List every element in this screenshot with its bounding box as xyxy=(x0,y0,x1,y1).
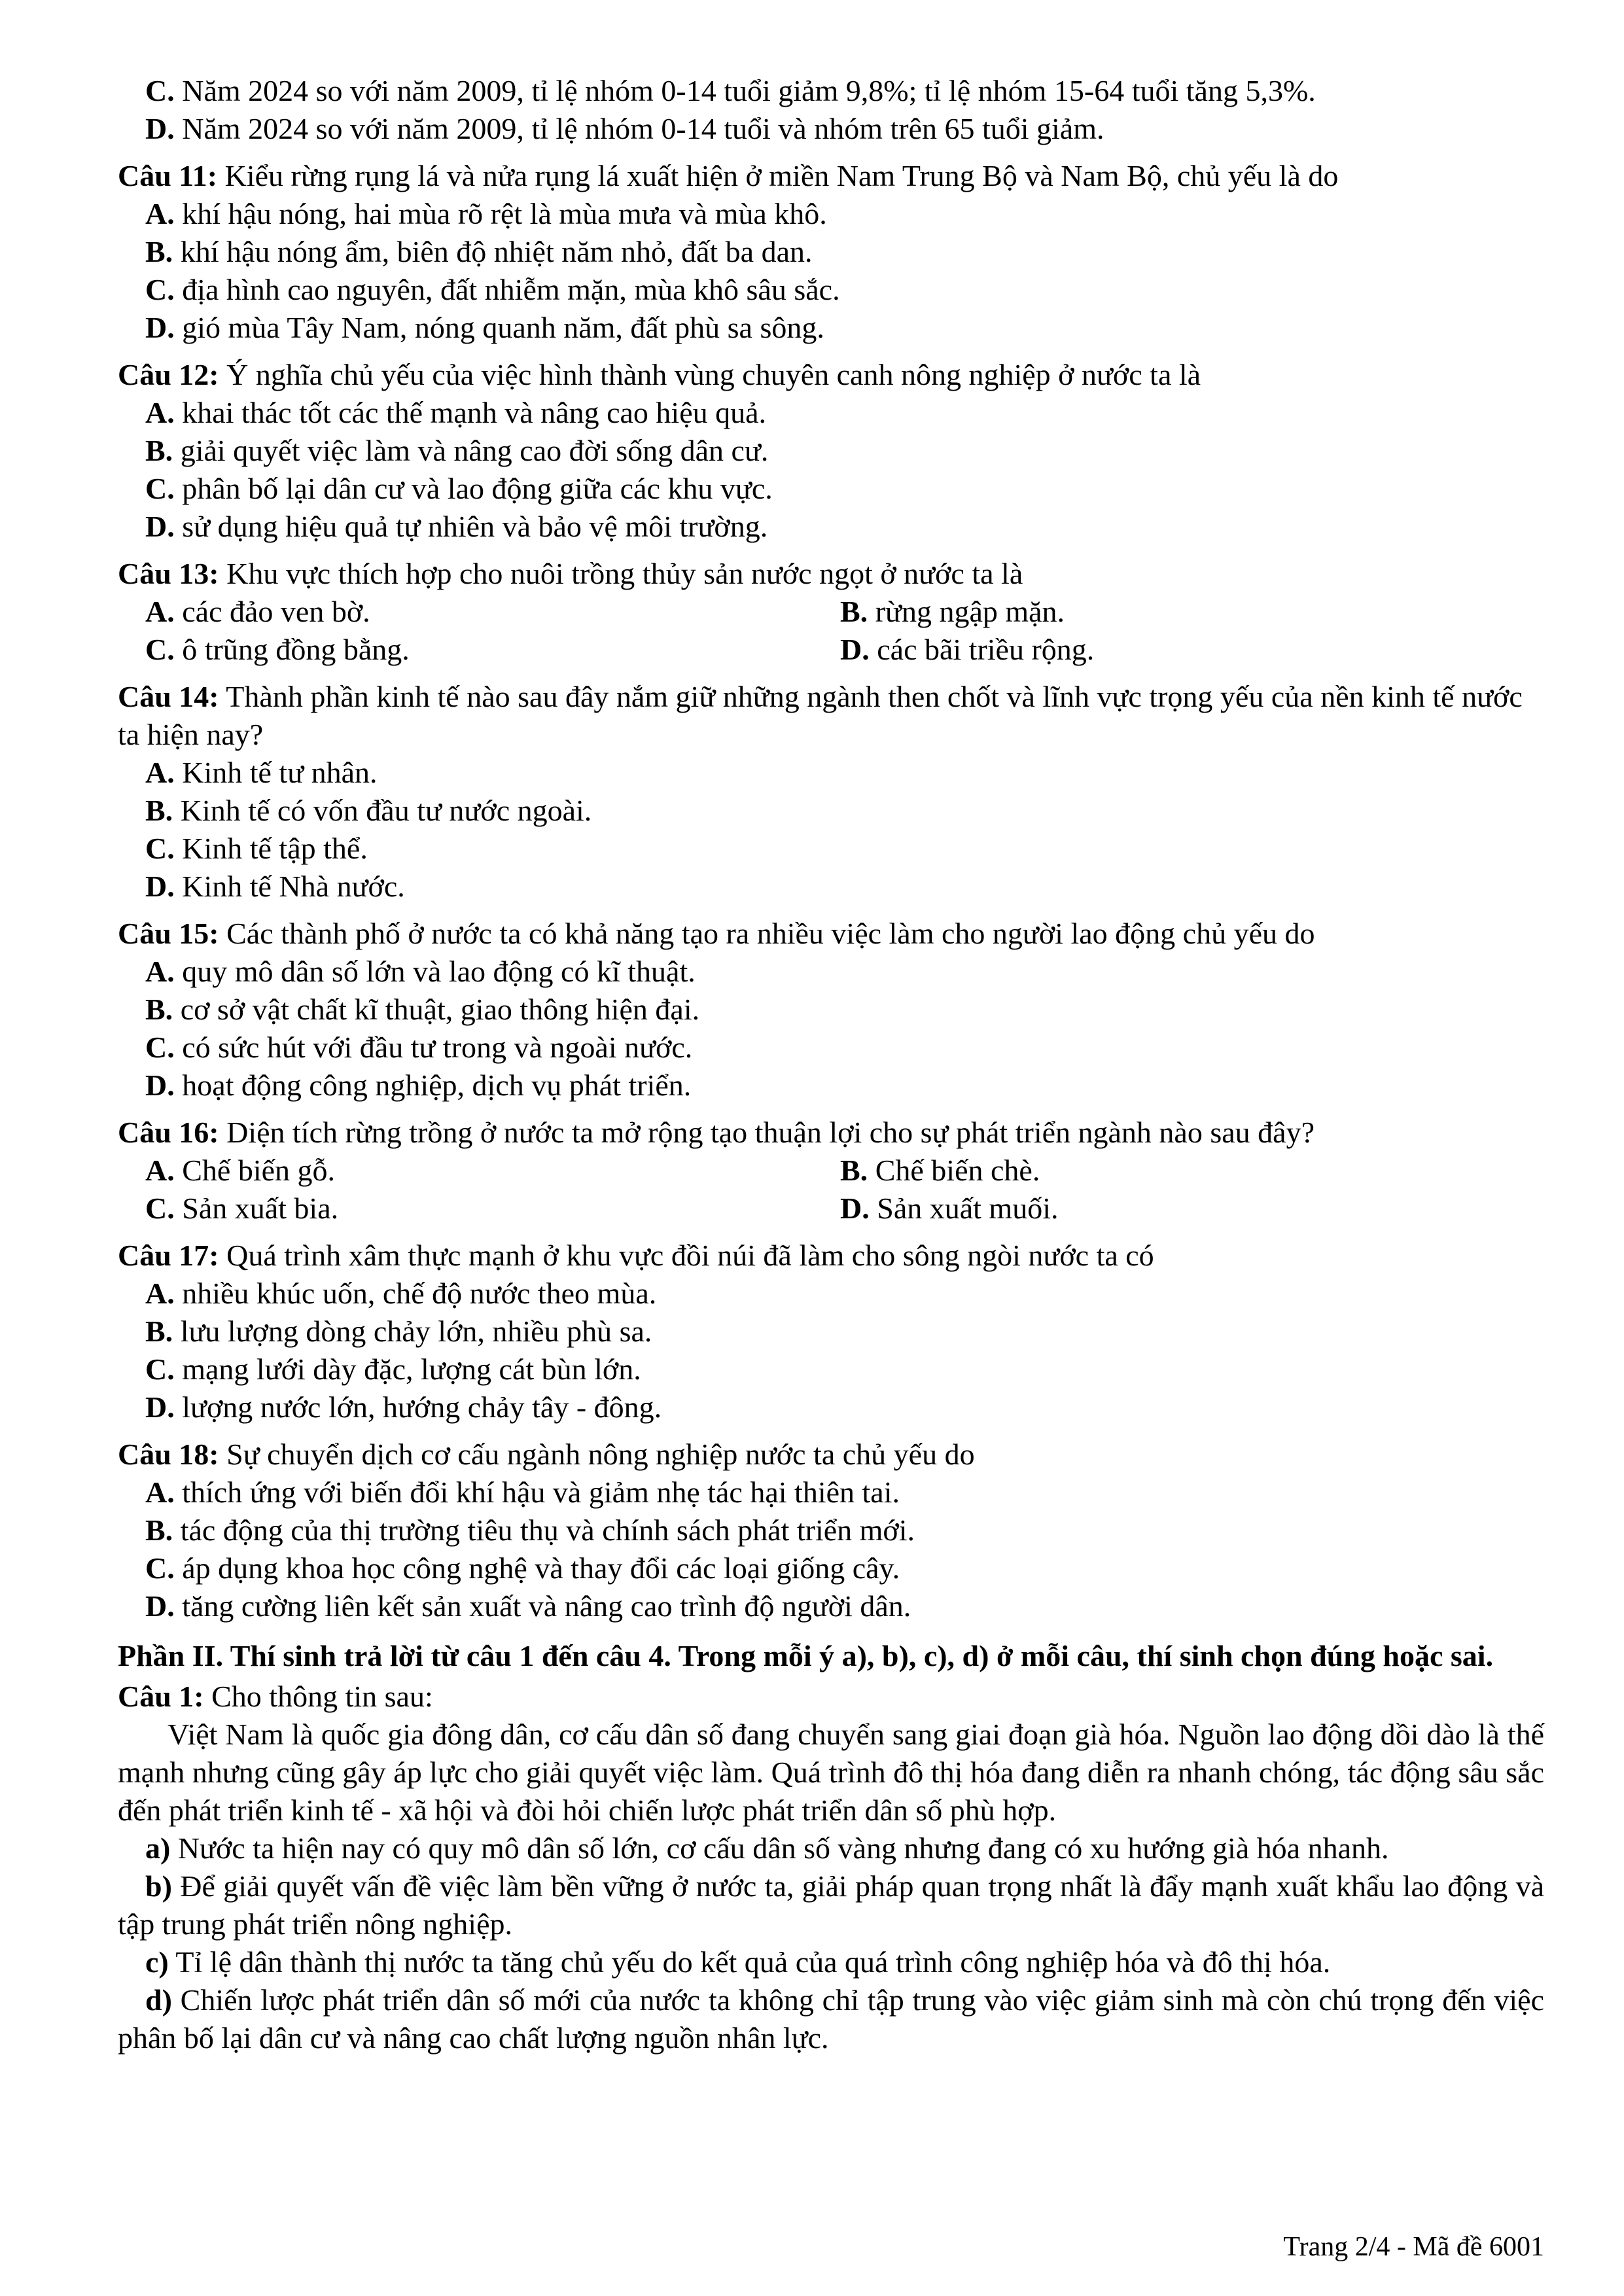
info-passage: Việt Nam là quốc gia đông dân, cơ cấu dân số đang chuyển sang giai đoạn già hóa. Nguồn lao động dồi dào là thế mạnh nhưng cũng gây áp lực cho giải quyết việc làm. Quá trình đô thị hóa đang diễn ra nhanh chóng, tác động sâu sắc đến phát triển kinh tế - xã hội và đòi hỏi chiến lược phát triển dân số phù hợp. xyxy=(118,1718,1544,1827)
page-footer: Trang 2/4 - Mã đề 6001 xyxy=(1283,2232,1544,2262)
question-13 xyxy=(118,555,1544,669)
option-b: B. khí hậu nóng ẩm, biên độ nhiệt năm nhỏ, đất ba dan. xyxy=(145,235,813,268)
option-b: B. lưu lượng dòng chảy lớn, nhiều phù sa. xyxy=(145,1315,652,1348)
question-11 xyxy=(118,157,1544,347)
question-stem: Câu 13: Khu vực thích hợp cho nuôi trồng thủy sản nước ngọt ở nước ta là xyxy=(118,557,1023,590)
option-d: D. Sản xuất muối. xyxy=(840,1192,1059,1225)
options-row xyxy=(118,631,1544,669)
option-a: A. thích ứng với biến đổi khí hậu và giảm nhẹ tác hại thiên tai. xyxy=(145,1475,900,1509)
option-b: B. Chế biến chè. xyxy=(840,1154,1040,1187)
option-d: D. lượng nước lớn, hướng chảy tây - đông. xyxy=(145,1390,662,1424)
option-a: A. Kinh tế tư nhân. xyxy=(145,756,378,789)
options-row xyxy=(118,593,1544,631)
option-c: C. ô trũng đồng bằng. xyxy=(145,633,410,666)
question-stem: Câu 18: Sự chuyển dịch cơ cấu ngành nông nghiệp nước ta chủ yếu do xyxy=(118,1438,975,1471)
option-c: C. Năm 2024 so với năm 2009, tỉ lệ nhóm 0-14 tuổi giảm 9,8%; tỉ lệ nhóm 15-64 tuổi tăng 5,3%. xyxy=(145,74,1316,107)
option-d: D. Năm 2024 so với năm 2009, tỉ lệ nhóm 0-14 tuổi và nhóm trên 65 tuổi giảm. xyxy=(145,112,1104,145)
option-a: A. khí hậu nóng, hai mùa rõ rệt là mùa mưa và mùa khô. xyxy=(145,197,827,230)
exam-page xyxy=(118,72,1544,2057)
options-row xyxy=(118,1152,1544,1190)
option-c: C. áp dụng khoa học công nghệ và thay đổi các loại giống cây. xyxy=(145,1551,900,1585)
question-stem: Câu 14: Thành phần kinh tế nào sau đây nắm giữ những ngành then chốt và lĩnh vực trọng yếu của nền kinh tế nước ta hiện nay? xyxy=(118,680,1523,751)
question-10-carryover xyxy=(118,72,1544,148)
option-b: B. Kinh tế có vốn đầu tư nước ngoài. xyxy=(145,794,592,827)
option-b: B. cơ sở vật chất kĩ thuật, giao thông hiện đại. xyxy=(145,993,700,1026)
option-a: A. quy mô dân số lớn và lao động có kĩ thuật. xyxy=(145,955,696,988)
option-c: C. Kinh tế tập thể. xyxy=(145,832,368,865)
statement-d: d) Chiến lược phát triển dân số mới của nước ta không chỉ tập trung vào việc giảm sinh mà còn chú trọng đến việc phân bố lại dân cư và nâng cao chất lượng nguồn nhân lực. xyxy=(118,1983,1544,2055)
option-b: B. rừng ngập mặn. xyxy=(840,595,1065,628)
part-2-heading: Phần II. Thí sinh trả lời từ câu 1 đến câu 4. Trong mỗi ý a), b), c), d) ở mỗi câu, thí sinh chọn đúng hoặc sai. xyxy=(118,1639,1494,1672)
statement-b: b) Để giải quyết vấn đề việc làm bền vững ở nước ta, giải pháp quan trọng nhất là đẩy mạnh xuất khẩu lao động và tập trung phát triển nông nghiệp. xyxy=(118,1869,1545,1941)
question-17 xyxy=(118,1237,1544,1426)
part-2-question-1 xyxy=(118,1678,1544,2057)
question-18 xyxy=(118,1436,1544,1625)
option-c: C. Sản xuất bia. xyxy=(145,1192,339,1225)
option-c: C. địa hình cao nguyên, đất nhiễm mặn, mùa khô sâu sắc. xyxy=(145,273,840,306)
options-row xyxy=(118,1190,1544,1227)
option-d: D. sử dụng hiệu quả tự nhiên và bảo vệ môi trường. xyxy=(145,510,768,543)
question-15 xyxy=(118,915,1544,1104)
option-a: A. nhiều khúc uốn, chế độ nước theo mùa. xyxy=(145,1277,657,1310)
option-d: D. Kinh tế Nhà nước. xyxy=(145,870,405,903)
statement-a: a) Nước ta hiện nay có quy mô dân số lớn, cơ cấu dân số vàng nhưng đang có xu hướng già hóa nhanh. xyxy=(145,1831,1389,1865)
question-stem: Câu 15: Các thành phố ở nước ta có khả năng tạo ra nhiều việc làm cho người lao động chủ yếu do xyxy=(118,917,1315,950)
question-stem: Câu 11: Kiểu rừng rụng lá và nửa rụng lá xuất hiện ở miền Nam Trung Bộ và Nam Bộ, chủ yếu là do xyxy=(118,159,1339,192)
option-a: A. Chế biến gỗ. xyxy=(145,1154,336,1187)
option-c: C. mạng lưới dày đặc, lượng cát bùn lớn. xyxy=(145,1352,641,1386)
question-stem: Câu 12: Ý nghĩa chủ yếu của việc hình thành vùng chuyên canh nông nghiệp ở nước ta là xyxy=(118,358,1201,391)
option-d: D. gió mùa Tây Nam, nóng quanh năm, đất phù sa sông. xyxy=(145,311,824,344)
option-d: D. các bãi triều rộng. xyxy=(840,633,1095,666)
option-b: B. giải quyết việc làm và nâng cao đời sống dân cư. xyxy=(145,434,769,467)
option-d: D. hoạt động công nghiệp, dịch vụ phát triển. xyxy=(145,1069,692,1102)
question-stem: Câu 1: Cho thông tin sau: xyxy=(118,1680,433,1713)
option-c: C. có sức hút với đầu tư trong và ngoài nước. xyxy=(145,1031,693,1064)
option-a: A. các đảo ven bờ. xyxy=(145,595,370,628)
option-d: D. tăng cường liên kết sản xuất và nâng cao trình độ người dân. xyxy=(145,1589,911,1623)
option-b: B. tác động của thị trường tiêu thụ và chính sách phát triển mới. xyxy=(145,1513,915,1547)
question-stem: Câu 16: Diện tích rừng trồng ở nước ta mở rộng tạo thuận lợi cho sự phát triển ngành nào sau đây? xyxy=(118,1116,1315,1149)
question-12 xyxy=(118,356,1544,546)
question-14 xyxy=(118,678,1544,906)
option-c: C. phân bố lại dân cư và lao động giữa các khu vực. xyxy=(145,472,773,505)
statement-c: c) Tỉ lệ dân thành thị nước ta tăng chủ yếu do kết quả của quá trình công nghiệp hóa và đô thị hóa. xyxy=(145,1945,1331,1979)
option-a: A. khai thác tốt các thế mạnh và nâng cao hiệu quả. xyxy=(145,396,767,429)
question-16 xyxy=(118,1114,1544,1227)
question-stem: Câu 17: Quá trình xâm thực mạnh ở khu vực đồi núi đã làm cho sông ngòi nước ta có xyxy=(118,1239,1154,1272)
